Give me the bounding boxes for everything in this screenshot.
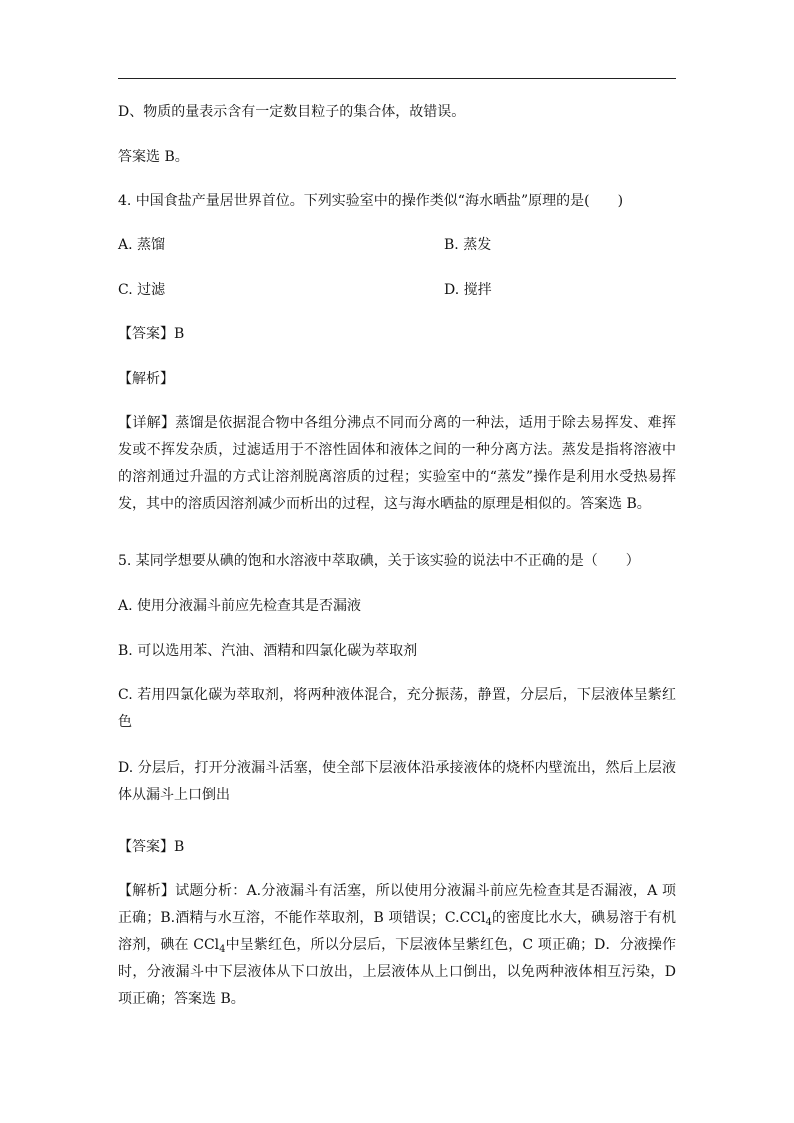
q5-answer: 【答案】B — [118, 839, 185, 855]
q4-answer: 【答案】B — [118, 326, 185, 342]
q5-analysis-part3: 中呈紫红色，所以分层后，下层液体呈紫红色，C 项正确；D．分液操作时，分液漏斗中下层液体从下口放出，上层液体从上口倒出，以免两种液体相互污染，D 项正确；答案选 B。 — [118, 937, 677, 1007]
q5-option-d: D. 分层后，打开分液漏斗活塞，使全部下层液体沿承接液体的烧杯内壁流出，然后上层液体从漏斗上口倒出 — [118, 760, 676, 803]
q4-detail: 【详解】蒸馏是依据混合物中各组分沸点不同而分离的一种法，适用于除去易挥发、难挥发或不挥发杂质，过滤适用于不溶性固体和液体之间的一种分离方法。蒸发是指将溶液中的溶剂通过升温的方式让溶剂脱离溶质的过程；实验室中的“蒸发”操作是利用水受热易挥发，其中的溶质因溶剂减少而析出的过程，这与海水晒盐的原理是相似的。答案选 B。 — [118, 415, 676, 512]
prev-option-d-explanation: D、物质的量表示含有一定数目粒子的集合体，故错误。 — [118, 104, 466, 120]
q5-analysis — [118, 878, 676, 1013]
header-rule — [118, 78, 676, 79]
q5-stem: 5. 某同学想要从碘的饱和水溶液中萃取碘，关于该实验的说法中不正确的是（ ） — [118, 553, 640, 569]
q5-analysis-subscript-1: 4 — [485, 917, 492, 928]
q5-option-b: B. 可以选用苯、汽油、酒精和四氯化碳为萃取剂 — [118, 643, 418, 659]
q5-option-c: C. 若用四氯化碳为萃取剂，将两种液体混合，充分振荡，静置，分层后，下层液体呈紫红色 — [118, 687, 676, 730]
q4-option-b: B. 蒸发 — [444, 237, 492, 253]
q4-analysis-heading: 【解析】 — [118, 371, 174, 387]
q5-analysis-part2: 的密度比水大，碘易溶于有机溶剂，碘在 CCl — [118, 910, 677, 953]
q4-option-d: D. 搅拌 — [444, 282, 492, 298]
q5-option-a: A. 使用分液漏斗前应先检查其是否漏液 — [118, 598, 362, 614]
q4-option-a: A. 蒸馏 — [118, 237, 166, 253]
prev-answer-choice: 答案选 B。 — [118, 149, 189, 165]
q4-option-c: C. 过滤 — [118, 282, 166, 298]
q5-analysis-subscript-2: 4 — [219, 944, 226, 955]
q5-analysis-part1: 【解析】试题分析：A.分液漏斗有活塞，所以使用分液漏斗前应先检查其是否漏液，A 项正确；B.酒精与水互溶，不能作萃取剂，B 项错误；C.CCl — [118, 883, 676, 926]
q4-stem: 4. 中国食盐产量居世界首位。下列实验室中的操作类似“海水晒盐”原理的是( ) — [118, 193, 624, 209]
